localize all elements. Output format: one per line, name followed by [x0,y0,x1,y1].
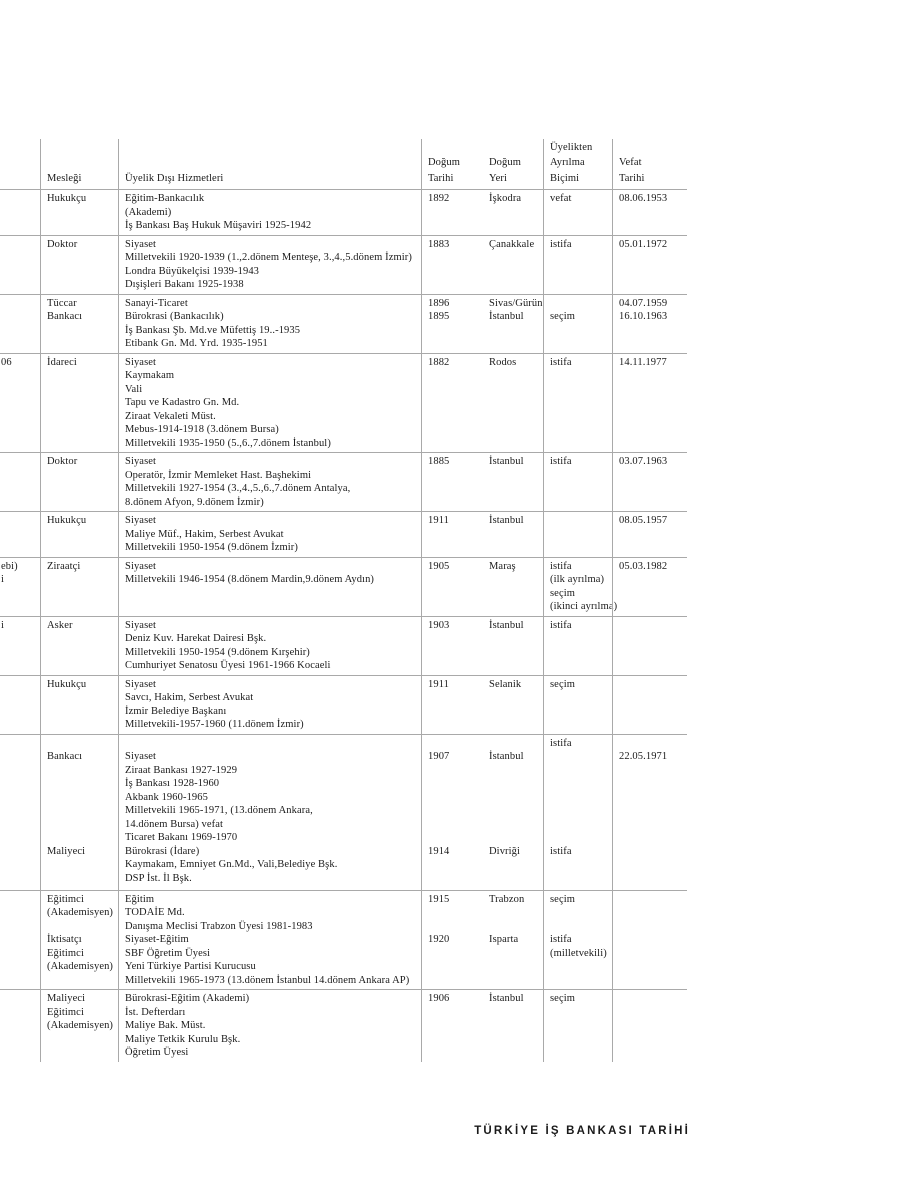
cell-tarih [421,676,483,734]
cell-tarih [421,558,483,616]
cell-line: 08.05.1957 [619,515,668,526]
cell-meslek [40,190,118,235]
cell-frag [0,990,40,1062]
cell-hizmet [118,891,421,990]
cell-line: Sanayi-Ticaret [125,297,188,309]
cell-frag [0,617,40,675]
header-cell-tarih [421,139,483,189]
cell-line: İstanbul [489,515,524,526]
cell-meslek [40,990,118,1062]
cell-yeri [483,190,543,235]
cell-line: Dışişleri Bakanı 1925-1938 [125,279,244,290]
cell-line: 1920 [428,934,450,945]
cell-line: Operatör, İzmir Memleket Hast. Başhekimi [125,469,312,481]
cell-line: Tapu ve Kadastro Gn. Md. [125,397,240,408]
cell-line: Sivas/Gürün [489,297,543,309]
cell-line: ebi) [1,560,18,572]
cell-yeri [483,617,543,675]
cell-line: Bürokrasi-Eğitim (Akademi) [125,993,250,1004]
cell-hizmet [118,190,421,235]
cell-line: (ikinci ayrılma) [550,601,618,612]
cell-bicim [543,891,612,990]
table-row [0,890,687,990]
cell-line: DSP İst. İl Bşk. [125,872,192,884]
header-cell-yeri [483,139,543,189]
cell-line: 1905 [428,560,450,572]
cell-line: (milletvekili) [550,947,607,959]
cell-line: Milletvekili-1957-1960 (11.dönem İzmir) [125,719,304,730]
cell-line: 05.03.1982 [619,560,668,572]
cell-line: Deniz Kuv. Harekat Dairesi Bşk. [125,633,267,644]
cell-yeri [483,512,543,557]
cell-bicim [543,676,612,734]
cell-line: Milletvekili 1927-1954 (3.,4.,5.,6.,7.dönem Antalya, [125,483,351,494]
cell-line: (Akademisyen) [47,907,114,918]
cell-line [550,777,608,791]
cell-vefat [612,354,687,453]
cell-line [489,906,539,920]
cell-yeri [483,354,543,453]
cell-line: İş Bankası Baş Hukuk Müşaviri 1925-1942 [125,220,312,231]
cell-meslek [40,558,118,616]
cell-line: 1895 [428,311,450,322]
cell-line: Vefat [619,157,642,168]
cell-line: İstanbul [489,311,524,322]
cell-line: 03.07.1963 [619,456,668,467]
cell-meslek [40,617,118,675]
cell-line: İş Bankası Şb. Md.ve Müfettiş 19..-1935 [125,324,301,336]
cell-line: Milletvekili 1965-1971, (13.dönem Ankara, [125,805,313,816]
table-row [0,235,687,294]
cell-line: istifa [550,356,572,368]
cell-line [428,804,479,818]
cell-line: Maliyeci [47,993,86,1004]
cell-yeri [483,295,543,353]
cell-line: 1911 [428,515,450,526]
cell-line: İstanbul [489,619,524,631]
cell-line: Bürokrasi (İdare) [125,845,200,857]
cell-frag [0,558,40,616]
cell-line: Ayrılma [550,157,585,168]
cell-line: 1906 [428,993,450,1004]
cell-line: Milletvekili 1920-1939 (1.,2.dönem Menteşe, 3.,4.,5.dönem İzmir) [125,252,412,263]
cell-line: Doğum [489,157,521,168]
cell-line: Danışma Meclisi Trabzon Üyesi 1981-1983 [125,920,313,932]
table-header-row [0,139,687,189]
cell-line [489,777,539,791]
table-row [0,189,687,235]
cell-line [47,831,114,845]
cell-yeri [483,236,543,294]
cell-line: Tarihi [428,172,454,184]
cell-line: 05.01.1972 [619,238,668,250]
cell-meslek [40,295,118,353]
cell-line [428,764,479,778]
cell-line: İzmir Belediye Başkanı [125,705,227,717]
cell-hizmet [118,512,421,557]
cell-line [489,920,539,934]
header-cell-meslek [40,139,118,189]
cell-line: Bürokrasi (Bankacılık) [125,311,224,322]
cell-line: Siyaset [125,619,157,631]
cell-line: Siyaset [125,238,157,250]
cell-tarih [421,990,483,1062]
cell-line: 06 [1,356,12,368]
cell-vefat [612,512,687,557]
cell-line [47,737,114,751]
cell-line [489,818,539,832]
cell-hizmet [118,676,421,734]
cell-line: Tarihi [619,172,645,184]
cell-yeri [483,735,543,890]
cell-tarih [421,190,483,235]
cell-vefat [612,295,687,353]
cell-tarih [421,617,483,675]
table-row [0,616,687,675]
cell-line: Eğitim [125,893,155,905]
cell-line: istifa [550,845,572,857]
cell-bicim [543,236,612,294]
cell-vefat [612,735,687,890]
cell-tarih [421,236,483,294]
cell-frag [0,735,40,890]
cell-line: Isparta [489,934,519,945]
cell-line: Savcı, Hakim, Serbest Avukat [125,692,254,703]
cell-bicim [543,617,612,675]
cell-line: (ilk ayrılma) [550,574,605,585]
cell-line [47,818,114,832]
cell-line: Milletvekili 1946-1954 (8.dönem Mardin,9.dönem Aydın) [125,574,375,585]
cell-line: Çanakkale [489,238,535,250]
cell-yeri [483,453,543,511]
cell-line: Maliye Bak. Müst. [125,1020,206,1031]
cell-line: TODAİE Md. [125,907,185,918]
cell-line [47,920,114,934]
cell-line: Mesleği [47,172,82,184]
cell-line: İstanbul [489,751,524,762]
cell-tarih [421,354,483,453]
cell-line: Hukukçu [47,193,87,204]
cell-hizmet [118,990,421,1062]
cell-line: Eğitimci [47,893,84,905]
cell-tarih [421,512,483,557]
cell-line: Ticaret Bakanı 1969-1970 [125,832,238,843]
cell-line: İktisatçı [47,934,82,945]
cell-tarih [421,735,483,890]
cell-line: (Akademisyen) [47,961,114,972]
cell-line: 1903 [428,619,450,631]
cell-line [550,906,608,920]
cell-line: Biçimi [550,172,580,184]
cell-line [489,764,539,778]
cell-line: Milletvekili 1950-1954 (9.dönem Kırşehir) [125,646,310,658]
cell-line [619,737,683,751]
table-row [0,557,687,616]
cell-hizmet [118,558,421,616]
cell-line: Vali [125,383,143,395]
table-row [0,294,687,353]
cell-line [550,764,608,778]
cell-line: Divriği [489,845,521,857]
cell-vefat [612,676,687,734]
cell-line: Londra Büyükelçisi 1939-1943 [125,265,260,277]
cell-line: i [1,574,5,585]
cell-line [428,831,479,845]
table-row [0,353,687,453]
cell-meslek [40,891,118,990]
cell-frag [0,354,40,453]
cell-line [550,297,608,311]
cell-line: Akbank 1960-1965 [125,791,208,803]
cell-hizmet [118,735,421,890]
cell-line [550,791,608,805]
cell-line: seçim [550,678,575,690]
cell-line [428,920,479,934]
members-table [0,139,687,1062]
cell-hizmet [118,617,421,675]
cell-tarih [421,891,483,990]
cell-line: Üyelikten [550,141,593,153]
cell-meslek [40,735,118,890]
cell-line: 1915 [428,893,450,905]
table-row [0,511,687,557]
cell-line: Yeri [489,172,508,184]
cell-line: istifa [550,737,572,749]
cell-line: İst. Defterdarı [125,1006,186,1018]
cell-line: 8.dönem Afyon, 9.dönem İzmir) [125,496,264,508]
cell-line [550,818,608,832]
cell-line: Ziraat Bankası 1927-1929 [125,764,238,776]
cell-line: 1911 [428,678,450,690]
cell-line: istifa [550,456,572,467]
cell-line: Doktor [47,238,78,250]
cell-line [428,777,479,791]
cell-line: 1896 [428,297,450,309]
cell-frag [0,676,40,734]
cell-line: İstanbul [489,456,524,467]
cell-line: 22.05.1971 [619,751,668,762]
cell-line [47,791,114,805]
cell-line: istifa [550,238,572,250]
cell-line: SBF Öğretim Üyesi [125,947,211,959]
cell-line: Yeni Türkiye Partisi Kurucusu [125,961,256,972]
cell-line [428,818,479,832]
cell-line [550,831,608,845]
cell-bicim [543,558,618,616]
cell-line: Eğitimci [47,1006,84,1018]
cell-line: (Akademisyen) [47,1020,114,1031]
cell-frag [0,891,40,990]
cell-frag [0,453,40,511]
cell-line: istifa [550,560,572,572]
cell-line: Bankacı [47,311,83,322]
cell-line [489,831,539,845]
cell-tarih [421,453,483,511]
cell-line: 1882 [428,356,450,368]
cell-bicim [543,453,612,511]
cell-line: 1914 [428,845,450,857]
cell-line: Milletvekili 1935-1950 (5.,6.,7.dönem İstanbul) [125,437,331,449]
cell-vefat [612,990,687,1062]
cell-line: seçim [550,893,575,905]
cell-frag [0,512,40,557]
cell-line: Maliyeci [47,845,86,857]
cell-line [428,791,479,805]
cell-line [125,737,417,751]
cell-line: İdareci [47,356,77,368]
cell-meslek [40,512,118,557]
cell-line [47,777,114,791]
cell-line: Siyaset [125,456,157,467]
page-footer-title: TÜRKİYE İŞ BANKASI TARİHİ [474,1125,690,1137]
cell-meslek [40,453,118,511]
cell-line: 14.dönem Bursa) vefat [125,818,224,830]
cell-line: Öğretim Üyesi [125,1047,189,1058]
cell-frag [0,236,40,294]
cell-meslek [40,354,118,453]
cell-line: Siyaset [125,560,157,572]
cell-line: 1883 [428,238,450,250]
cell-line: Doktor [47,456,78,467]
cell-tarih [421,295,483,353]
cell-line: Mebus-1914-1918 (3.dönem Bursa) [125,424,279,435]
cell-line: vefat [550,193,572,204]
cell-line: Üyelik Dışı Hizmetleri [125,172,224,184]
cell-line: (Akademi) [125,206,172,218]
table-row [0,734,687,890]
cell-line [489,737,539,751]
cell-line: Ziraatçi [47,560,81,572]
cell-line [428,737,479,751]
cell-line [428,906,479,920]
cell-bicim [543,990,612,1062]
cell-line: Selanik [489,678,522,690]
cell-line: Doğum [428,157,460,168]
cell-vefat [612,891,687,990]
cell-line: 04.07.1959 [619,297,668,309]
cell-line [550,920,608,934]
cell-line: i [1,619,5,631]
cell-line: seçim [550,587,575,599]
cell-line: 08.06.1953 [619,193,668,204]
cell-yeri [483,558,543,616]
table-row [0,675,687,734]
cell-line: Maliye Tetkik Kurulu Bşk. [125,1033,241,1045]
cell-line: Tüccar [47,297,77,309]
cell-line [489,804,539,818]
cell-line [550,750,608,764]
cell-hizmet [118,295,421,353]
cell-frag [0,295,40,353]
cell-line: Siyaset [125,356,157,368]
cell-bicim [543,190,612,235]
cell-line: 1892 [428,193,450,204]
header-cell-bicim [543,139,612,189]
cell-line: Rodos [489,356,517,368]
cell-line: İşkodra [489,193,522,204]
cell-frag [0,190,40,235]
cell-line: Siyaset [125,678,157,690]
cell-line: 16.10.1963 [619,311,668,322]
cell-line: Milletvekili 1965-1973 (13.dönem İstanbul 14.dönem Ankara AP) [125,974,410,986]
cell-line: Milletvekili 1950-1954 (9.dönem İzmir) [125,542,298,553]
cell-meslek [40,236,118,294]
cell-line [550,804,608,818]
cell-line: Cumhuriyet Senatosu Üyesi 1961-1966 Kocaeli [125,660,331,671]
cell-line [489,791,539,805]
cell-line: Ziraat Vekaleti Müst. [125,410,216,422]
cell-vefat [612,558,687,616]
cell-line: Bankacı [47,751,83,762]
cell-line: İş Bankası 1928-1960 [125,778,220,789]
header-cell-frag [0,139,40,189]
cell-line [47,764,114,778]
cell-yeri [483,676,543,734]
cell-line: Hukukçu [47,678,87,690]
cell-line: Asker [47,619,73,631]
cell-line: Etibank Gn. Md. Yrd. 1935-1951 [125,338,268,349]
cell-bicim [543,354,612,453]
cell-meslek [40,676,118,734]
cell-line: istifa [550,934,572,945]
cell-line: İstanbul [489,993,524,1004]
cell-line: 14.11.1977 [619,356,667,368]
header-cell-vefat [612,139,687,189]
cell-line: seçim [550,993,575,1004]
cell-yeri [483,891,543,990]
cell-line: Eğitim-Bankacılık [125,193,205,204]
cell-vefat [612,190,687,235]
cell-vefat [612,617,687,675]
cell-line [47,804,114,818]
cell-line: istifa [550,619,572,631]
cell-bicim [543,735,612,890]
cell-line: 1885 [428,456,450,467]
cell-line: Kaymakam [125,370,175,381]
cell-hizmet [118,236,421,294]
cell-vefat [612,236,687,294]
cell-line: seçim [550,311,575,322]
cell-line: Hukukçu [47,515,87,526]
cell-line: Trabzon [489,893,525,905]
cell-line: Kaymakam, Emniyet Gn.Md., Vali,Belediye Bşk. [125,859,338,870]
cell-line: Siyaset [125,515,157,526]
table-row [0,452,687,511]
cell-yeri [483,990,543,1062]
cell-line: Maraş [489,560,516,572]
cell-vefat [612,453,687,511]
cell-line: Siyaset-Eğitim [125,934,189,945]
cell-line: Siyaset [125,751,157,762]
cell-line: Eğitimci [47,947,84,959]
cell-bicim [543,512,612,557]
cell-bicim [543,295,612,353]
cell-hizmet [118,354,421,453]
cell-line: 1907 [428,751,450,762]
cell-hizmet [118,453,421,511]
header-cell-hizmet [118,139,421,189]
cell-line: Maliye Müf., Hakim, Serbest Avukat [125,528,284,540]
table-row [0,989,687,1062]
